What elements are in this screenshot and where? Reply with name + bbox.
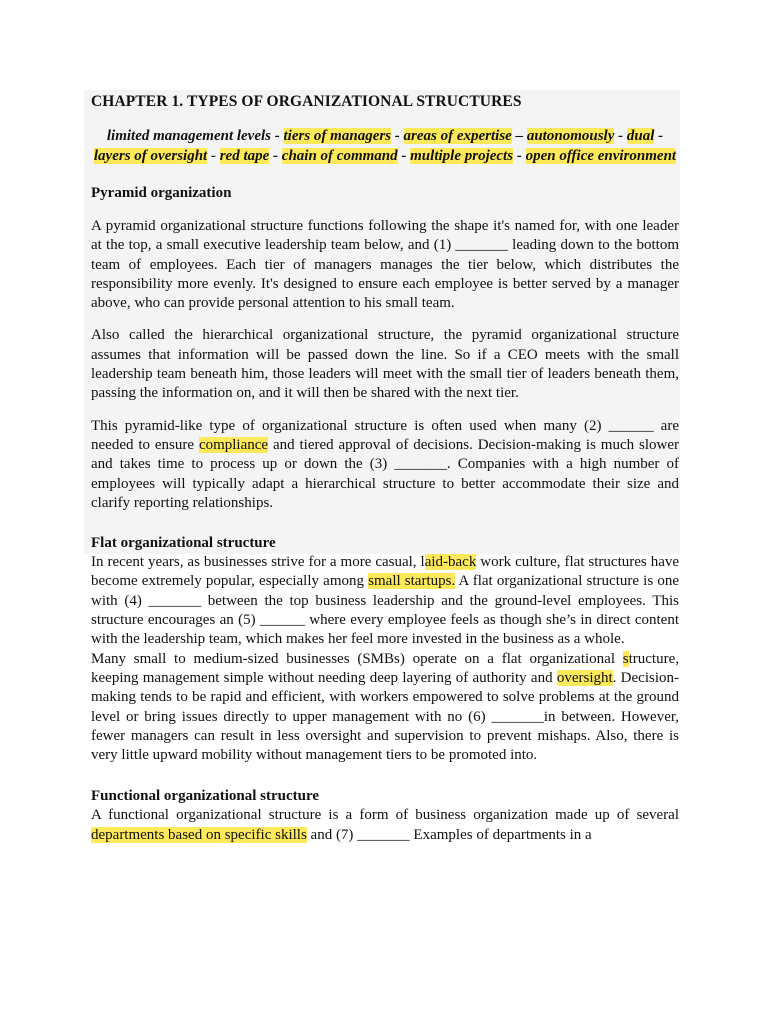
text-highlight: oversight [556, 669, 613, 686]
text-run: tructure, keeping management simple without needing deep layering of authority and [91, 650, 679, 686]
paragraph: Also called the hierarchical organizational structure, the pyramid organizational structure assumes that information will be passed down the line. So if a CEO meets with the small leadership team beneath him, those leaders will meet with the small tier of leaders beneath them, passing the information on, and it will then be shared with the next tier. [91, 327, 679, 402]
section-heading-functional: Functional organizational structure [91, 788, 320, 805]
text-highlight: departments based on specific skills [91, 826, 307, 843]
paragraph [91, 806, 679, 845]
text-run: . Decision-making tends to be rapid and efficient, with workers empowered to solve problems at the ground level or bring issues directly to upper management with no (6) _______in between. However, fewer managers can result in less oversight and supervision to prevent mishaps. Also, there is very little upward mobility without management tiers to be promoted into. [91, 669, 680, 764]
paragraph [91, 553, 679, 649]
text-run: and tiered approval of decisions. Decision-making is much slower and takes time to process up or down the (3) _______. Companies with a high number of employees will typically adapt a hierarchical structure to better accommodate their size and clarify reporting relationships. [91, 436, 679, 511]
section-heading-pyramid: Pyramid organization [91, 185, 232, 201]
keyword-highlight: chain of command [281, 147, 398, 164]
text-run: work culture, flat structures have become extremely popular, especially among [91, 554, 680, 590]
keyword-highlight: multiple projects [410, 147, 514, 164]
text-highlight: small startups. [368, 573, 456, 590]
text-highlight: compliance [198, 436, 269, 453]
keyword-highlight: areas of expertise [403, 128, 512, 144]
text-highlight: aid-back [424, 554, 477, 571]
text-run: A functional organizational structure is a form of business organization made up of several [91, 807, 679, 824]
keyword-highlight: layers of oversight [93, 147, 208, 164]
text-highlight: s [622, 650, 629, 667]
keyword-highlight: red tape [219, 147, 270, 164]
text-run: A flat organizational structure is one with (4) _______ between the top business leadership and the ground-level employees. This structure encourages an (5) ______ where every employee feels as though she’s in direct content with the leadership team, which makes her feel more invested in the business as a whole. [91, 573, 679, 648]
keyword: limited management levels [106, 128, 272, 144]
text-run: and (7) _______ Examples of departments in a [306, 826, 592, 843]
text-run: This pyramid-like type of organizational structure is often used when many (2) ______ are needed to ensure [91, 417, 679, 453]
paragraph [91, 650, 679, 766]
chapter-title: CHAPTER 1. TYPES OF ORGANIZATIONAL STRUCTURES [91, 93, 522, 110]
paragraph [91, 417, 679, 513]
keyword-highlight: open office environment [525, 147, 677, 164]
section-heading-flat: Flat organizational structure [91, 535, 276, 552]
keyword-bank: limited management levels - tiers of managers - areas of expertise – autonomously - dual - layers of oversight - red tape - chain of command - multiple projects - open office environment [93, 128, 677, 164]
keyword-highlight: autonomously [526, 128, 615, 144]
paragraph: A pyramid organizational structure functions following the shape it's named for, with one leader at the top, a small executive leadership team below, and (1) _______ leading down to the bottom team of employees. Each tier of managers manages the tier below, which distributes the responsibility more evenly. It's designed to ensure each employee is better served by a manager above, who can provide personal attention to his small team. [91, 218, 679, 312]
keyword-highlight: dual [626, 128, 655, 144]
document-content [91, 92, 679, 845]
text-run: Many small to medium-sized businesses (SMBs) operate on a flat organizational [91, 650, 623, 667]
text-run: In recent years, as businesses strive for a more casual, l [91, 554, 425, 571]
keyword-highlight: tiers of managers [283, 128, 392, 144]
